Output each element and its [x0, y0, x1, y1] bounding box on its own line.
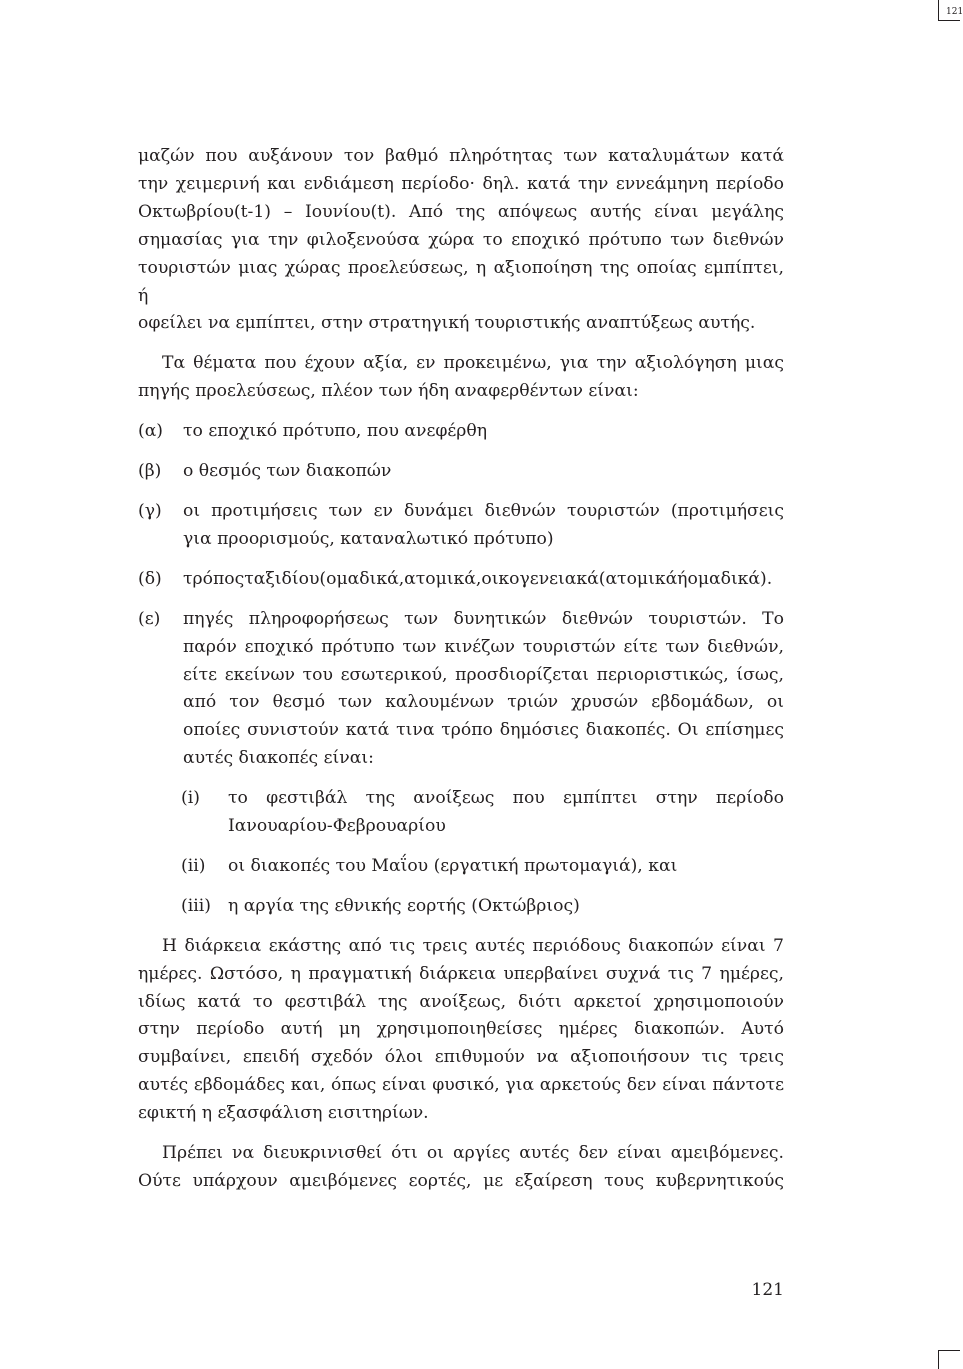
text-line: Τα θέματα που έχουν αξία, εν προκειμένω, για την αξιολόγηση μιας	[162, 353, 784, 374]
thumb-tab-page: 121	[946, 7, 963, 17]
text-line: Πρέπει να διευκρινισθεί ότι οι αργίες αυτές δεν είναι αμειβόμενες.	[162, 1143, 784, 1164]
page-number: 121	[751, 1280, 784, 1300]
paragraph	[138, 1140, 784, 1196]
crop-mark	[938, 0, 939, 20]
text-line: οι διακοπές του Μαΐου (εργατική πρωτομαγιά), και	[228, 855, 678, 876]
text-line: συμβαίνει, επειδή σχεδόν όλοι επιθυμούν να αξιοποιήσουν τις τρεις	[138, 1047, 784, 1068]
text-line: Ούτε υπάρχουν αμειβόμενες εορτές, με εξαίρεση τους κυβερνητικούς	[138, 1171, 784, 1191]
paragraph	[138, 350, 784, 406]
text-line: ημέρες. Ωστόσο, η πραγματική διάρκεια υπερβαίνει συχνά τις 7 ημέρες,	[138, 963, 784, 984]
text-line: Ιανουαρίου-Φεβρουαρίου	[228, 816, 446, 837]
text-line: ιδίως κατά το φεστιβάλ της ανοίξεως, διότι αρκετοί χρησιμοποιούν	[138, 991, 784, 1012]
text-line: τουριστών μιας χώρας προελεύσεως, η αξιοποίηση της οποίας εμπίπτει, ή	[138, 257, 784, 306]
sub-list-item	[138, 853, 784, 881]
crop-mark	[938, 1350, 939, 1369]
paragraph	[138, 143, 784, 338]
list-label: (β)	[138, 461, 162, 482]
text-line: είτε εκείνων του εσωτερικού, προσδιορίζεται περιοριστικώς, ίσως,	[183, 664, 784, 685]
text-line: οι προτιμήσεις των εν δυνάμει διεθνών τουριστών (προτιμήσεις	[183, 500, 784, 521]
text-line: παρόν εποχικό πρότυπο των κινέζων τουριστών είτε των διεθνών,	[183, 636, 784, 657]
text-line: την χειμερινή και ενδιάμεση περίοδο· δηλ. κατά την εννεάμηνη περίοδο	[138, 173, 784, 194]
text-line: το εποχικό πρότυπο, που ανεφέρθη	[183, 421, 488, 442]
sub-list-item	[138, 785, 784, 841]
text-line: η αργία της εθνικής εορτής (Οκτώβριος)	[228, 895, 580, 916]
list-label: (iii)	[181, 895, 211, 916]
text-line: Οκτωβρίου(t-1) – Ιουνίου(t). Από της απόψεως αυτής είναι μεγάλης	[138, 201, 784, 222]
text-line: εφικτή η εξασφάλιση εισιτηρίων.	[138, 1103, 429, 1124]
text-line: οφείλει να εμπίπτει, στην στρατηγική τουριστικής αναπτύξεως αυτής.	[138, 313, 756, 334]
text-line: πηγής προελεύσεως, πλέον των ήδη αναφερθέντων είναι:	[138, 381, 639, 402]
list-label: (ii)	[181, 855, 206, 876]
text-line: το φεστιβάλ της ανοίξεως που εμπίπτει στην περίοδο	[228, 788, 784, 809]
list-label: (γ)	[138, 500, 162, 521]
text-line: αυτές εβδομάδες και, όπως είναι φυσικό, για αρκετούς δεν είναι πάντοτε	[138, 1075, 784, 1096]
text-line: οποίες συνιστούν κατά τινα τρόπο δημόσιες διακοπές. Οι επίσημες	[183, 720, 784, 741]
text-line: Η διάρκεια εκάστης από τις τρεις αυτές περιόδους διακοπών είναι 7	[162, 935, 784, 956]
text-line: μαζών που αυξάνουν τον βαθμό πληρότητας των καταλυμάτων κατά	[138, 146, 784, 166]
list-item	[138, 566, 784, 594]
text-line: για προορισμούς, καταναλωτικό πρότυπο)	[183, 528, 554, 549]
list-item	[138, 498, 784, 554]
sub-list-item	[138, 893, 784, 921]
text-line: τρόποςταξιδίου(ομαδικά,ατομικά,οικογενειακά(ατομικάήομαδικά).	[183, 568, 773, 589]
list-label: (ε)	[138, 608, 161, 629]
list-label: (δ)	[138, 568, 162, 589]
body-text	[138, 143, 784, 1196]
text-line: ο θεσμός των διακοπών	[183, 461, 392, 482]
list-item	[138, 458, 784, 486]
text-line: αυτές διακοπές είναι:	[183, 748, 374, 769]
crop-mark	[938, 1350, 960, 1351]
text-line: σημασίας για την φιλοξενούσα χώρα το εποχικό πρότυπο των διεθνών	[138, 229, 784, 250]
list-item	[138, 418, 784, 446]
text-line: από τον θεσμό των καλουμένων τριών χρυσών εβδομάδων, οι	[183, 692, 784, 713]
text-line: στην περίοδο αυτή μη χρησιμοποιηθείσες ημέρες διακοπών. Αυτό	[138, 1019, 784, 1040]
list-label: (α)	[138, 421, 164, 442]
list-item	[138, 606, 784, 773]
paragraph	[138, 933, 784, 1128]
text-line: πηγές πληροφορήσεως των δυνητικών διεθνών τουριστών. Το	[183, 608, 784, 629]
list-label: (i)	[181, 788, 200, 809]
